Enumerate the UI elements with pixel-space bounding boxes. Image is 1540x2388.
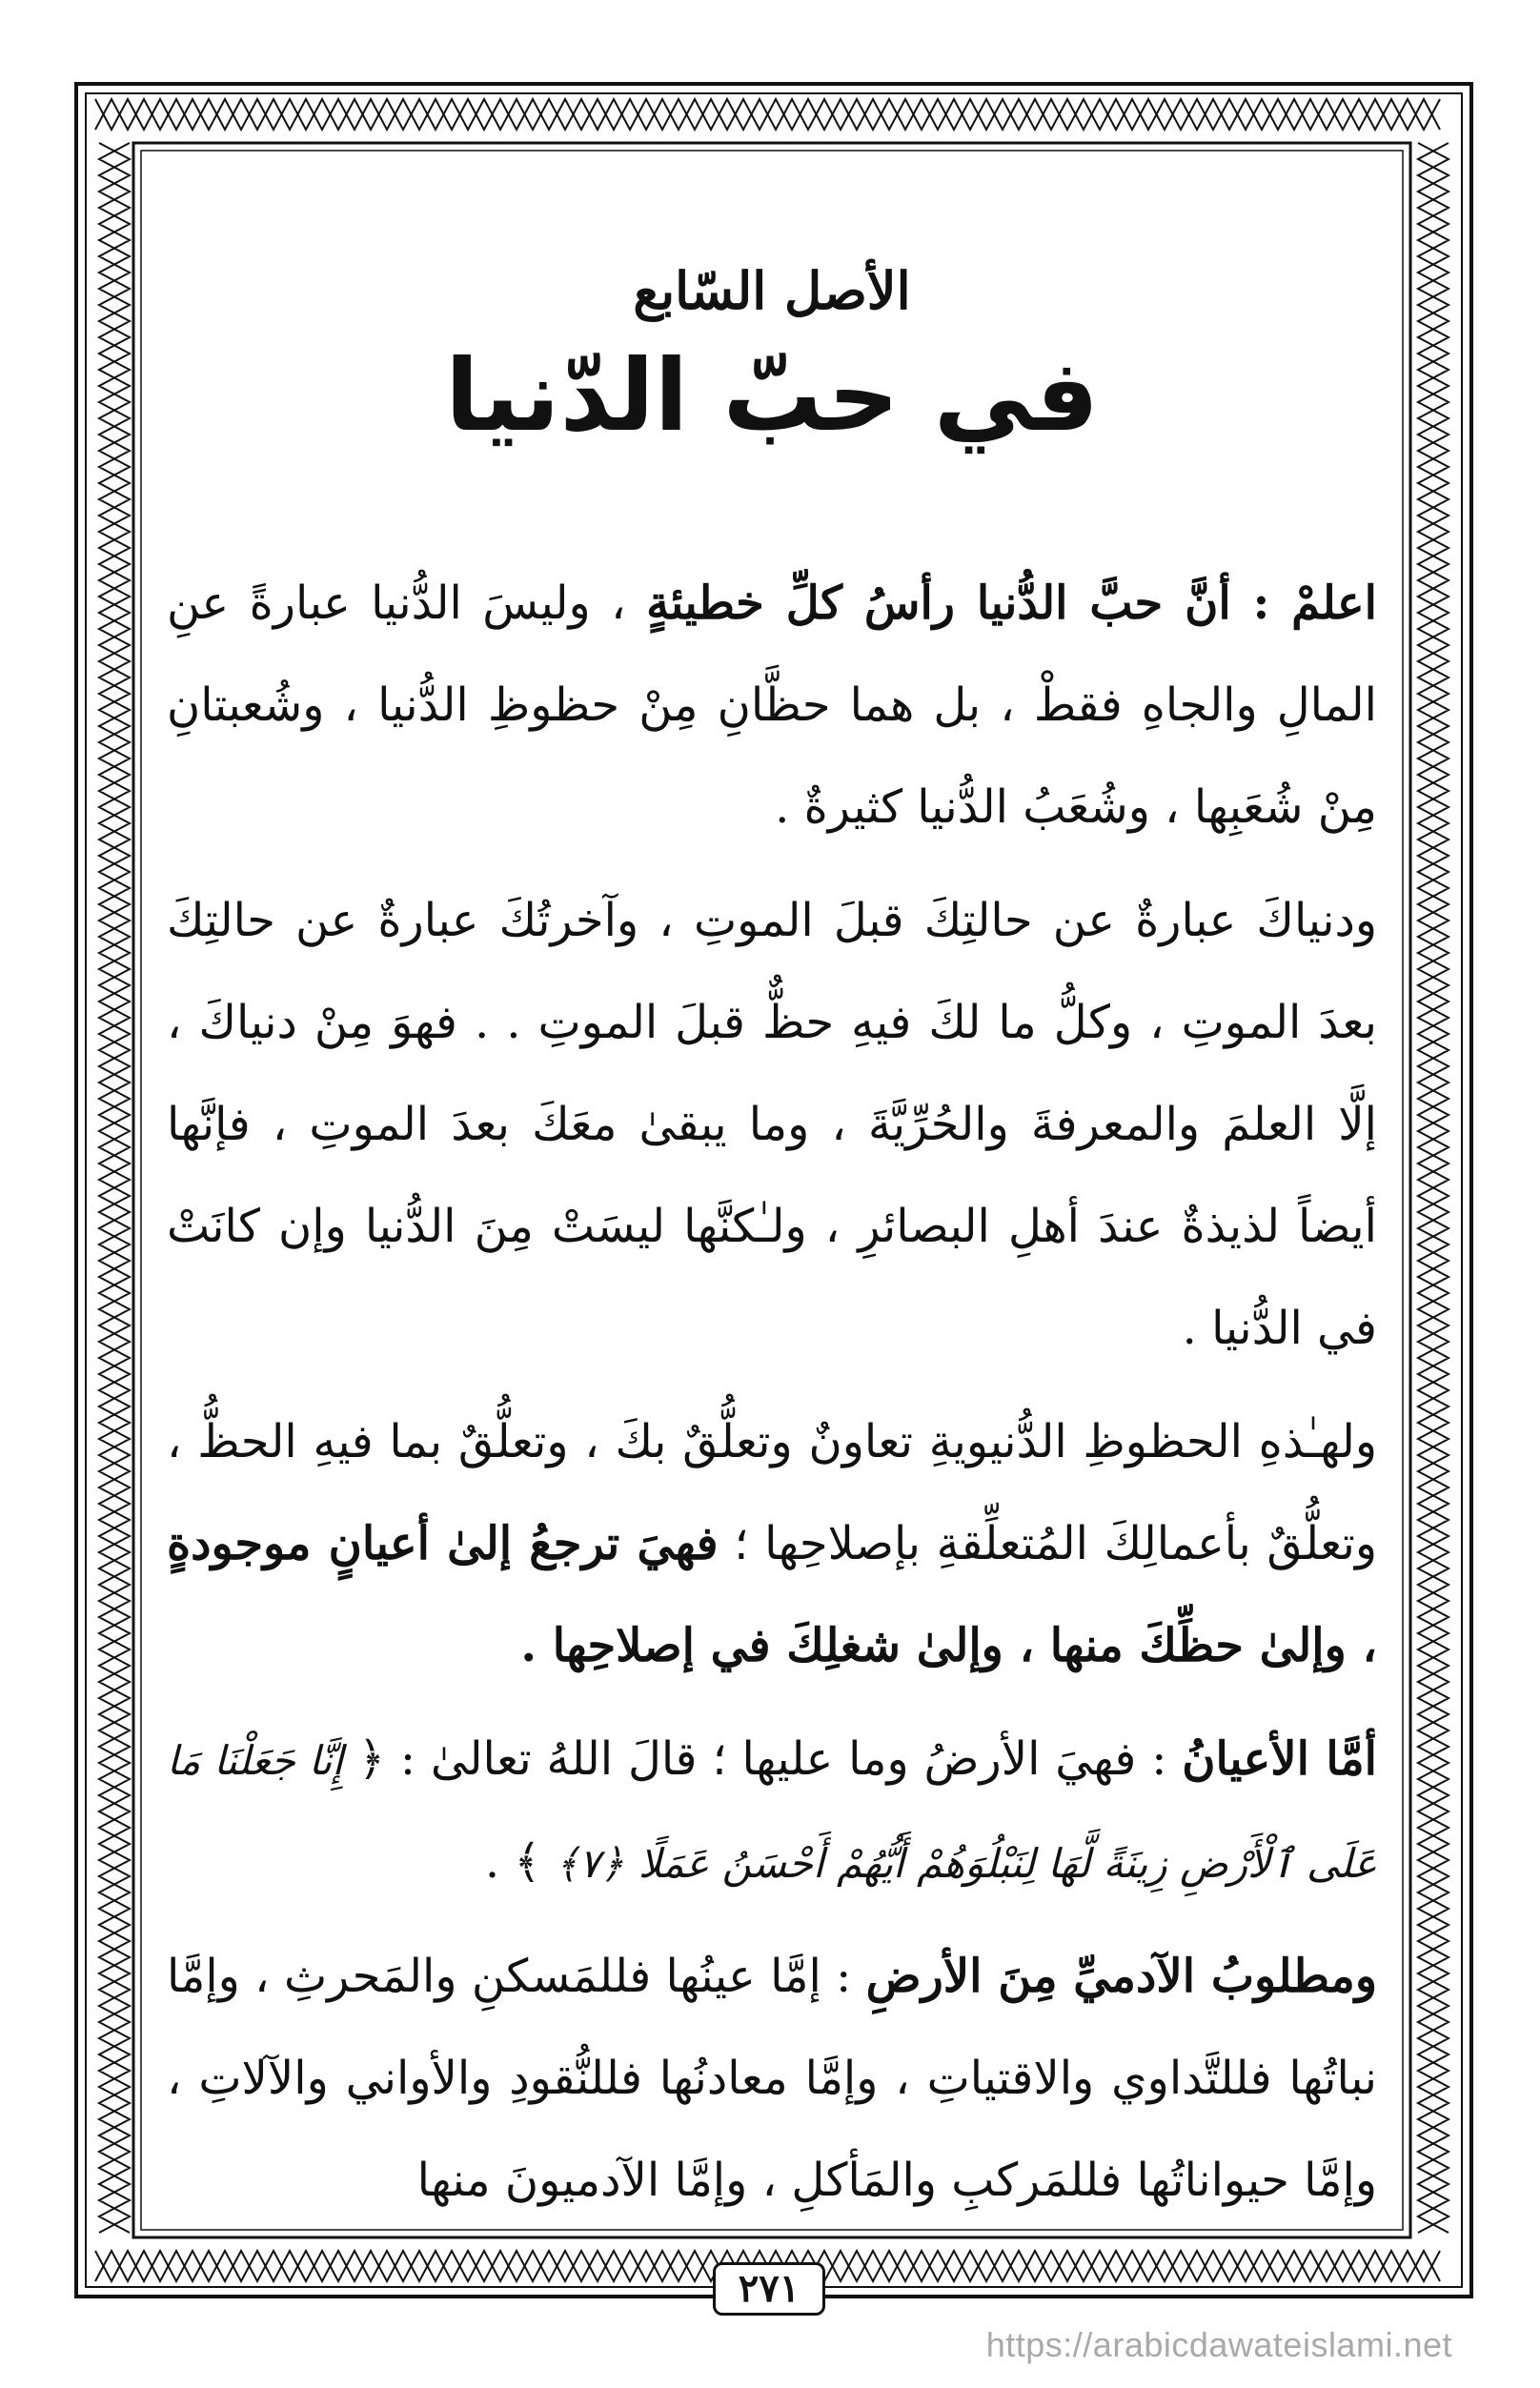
quran-verse: إِنَّا جَعَلْنَا مَا عَلَى ٱلْأَرْضِ زِينَةً لَّهَا لِنَبْلُوَهُمْ أَيُّهُمْ أَحْسَنُ عَمَلًا [167, 1737, 1377, 1887]
paragraph-3-bold: فهيَ ترجعُ إلىٰ أعيانٍ موجودةٍ ، وإلىٰ حظِّكَ منها ، وإلىٰ شغلِكَ في إصلاحِها . [167, 1517, 1377, 1672]
ayah-number-marker: ﴿٧﴾ [555, 1840, 624, 1887]
page-number: ٢٧١ [713, 2262, 825, 2316]
paragraph-1 [167, 553, 1377, 859]
paragraph-1-text: ، وليسَ الدُّنيا عبارةً عنِ المالِ والجاهِ فقطْ ، بل هما حظَّانِ مِنْ حظوظِ الدُّنيا ، وشُعبتانِ مِنْ شُعَبِها ، وشُعَبُ الدُّنيا كثيرةٌ . [167, 577, 1377, 834]
paragraph-2: ودنياكَ عبارةٌ عن حالتِكَ قبلَ الموتِ ، وآخرتُكَ عبارةٌ عن حالتِكَ بعدَ الموتِ ، وكلُّ ما لكَ فيهِ حظٌّ قبلَ الموتِ . . فهوَ مِنْ دنياكَ ، إلَّا العلمَ والمعرفةَ والحُرِّيَّةَ ، وما يبقىٰ معَكَ بعدَ الموتِ ، فإنَّها أيضاً لذيذةٌ عندَ أهلِ البصائرِ ، ولـٰكنَّها ليسَتْ مِنَ الدُّنيا وإن كانَتْ في الدُّنيا . [167, 894, 1378, 1355]
quran-close: ﴾ . [484, 1835, 556, 1889]
paragraph-5 [167, 1926, 1377, 2232]
paragraph-3 [167, 1391, 1377, 1697]
paragraph-5-lead: ومطلوبُ الآدميِّ مِنَ الأرضِ [865, 1950, 1377, 2003]
paragraph-4-text: : فهيَ الأرضُ وما عليها ؛ قالَ اللهُ تعالىٰ : ﴿ [342, 1732, 1183, 1786]
body-text [167, 553, 1377, 2232]
chapter-title: في حبّ الدّنيا [444, 337, 1100, 454]
watermark-url: https://arabicdawateislami.net [985, 2325, 1452, 2364]
page-content [167, 257, 1377, 2243]
paragraph-4 [167, 1709, 1377, 1914]
paragraph-3-text: ولهـٰذهِ الحظوظِ الدُّنيويةِ تعاونٌ وتعلُّقٌ بكَ ، وتعلُّقٌ بما فيهِ الحظُّ ، وتعلُّقٌ بأعمالِكَ المُتعلِّقةِ بإصلاحِها ؛ [167, 1415, 1377, 1570]
paragraph-4-lead: أمَّا الأعيانُ [1182, 1732, 1378, 1786]
paragraph-1-lead: اعلمْ : أنَّ حبَّ الدُّنيا رأسُ كلِّ خطيئةٍ [646, 577, 1377, 630]
paragraph-5-text: : إمَّا عينُها فللمَسكنِ والمَحرثِ ، وإمَّا نباتُها فللتَّداوي والاقتياتِ ، وإمَّا معادنُها فللنُّقودِ والأواني والآلاتِ ، وإمَّا حيواناتُها فللمَركبِ والمَأكلِ ، وإمَّا الآدميونَ منها [167, 1950, 1377, 2207]
chapter-label: الأصل السّابع [633, 260, 911, 321]
